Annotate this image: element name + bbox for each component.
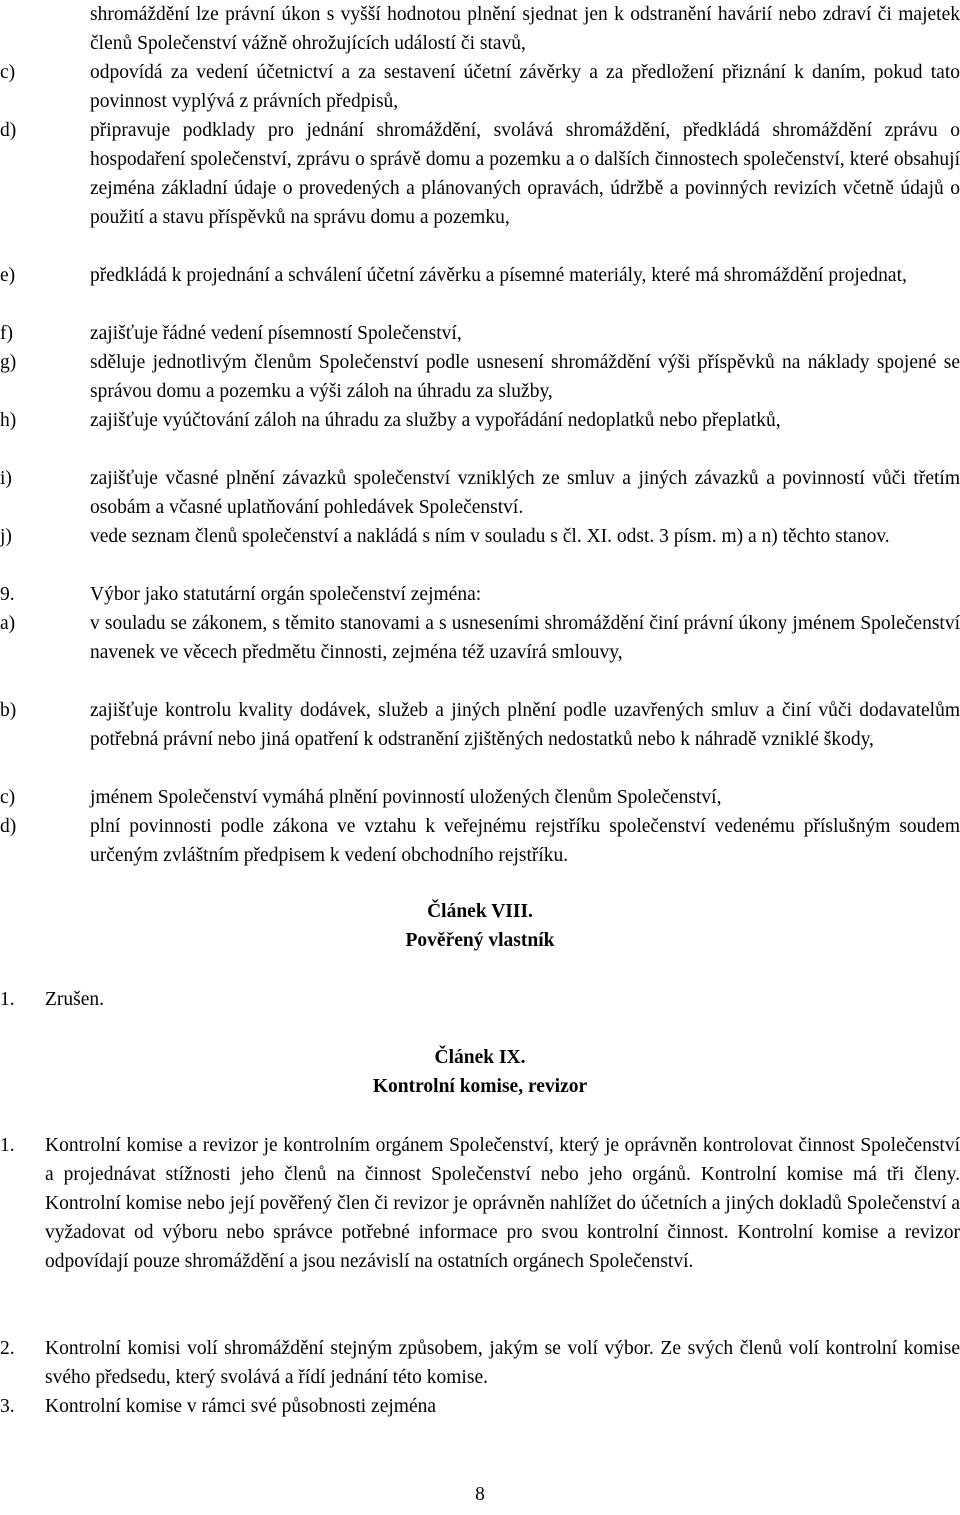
article-9-item-1 [0,1131,960,1276]
prev-list-g [0,348,960,406]
prev-list-i [0,464,960,522]
prev-list-d [0,116,960,232]
point9-list-d [0,812,960,870]
list-item [0,319,960,348]
list-label: h) [0,410,17,431]
list-item [0,696,960,754]
continuation-text: shromáždění lze právní úkon s vyšší hodnotou plnění sjednat jen k odstranění havárií nebo zdraví či majetek členů Společenství vážně ohrožujících událostí či stavů, [90,4,960,54]
list-text: zajišťuje vyúčtování záloh na úhradu za služby a vypořádání nedoplatků nebo přeplatků, [90,410,781,431]
list-text: Kontrolní komise v rámci své působnosti zejména [45,1396,437,1417]
point9-list-b [0,696,960,754]
list-item [0,116,960,232]
list-label: e) [0,265,16,286]
list-text: sděluje jednotlivým členům Společenství podle usnesení shromáždění výši příspěvků na náklady spojené se správou domu a pozemku a výši záloh na úhradu za služby, [90,352,960,402]
article-8-item [0,985,960,1014]
list-label: j) [0,526,12,547]
list-label: c) [0,62,16,83]
article-9-item-2 [0,1334,960,1392]
article-9-heading: Článek IX. [434,1047,526,1068]
article-9-title: Kontrolní komise, revizor [372,1076,588,1097]
article-8-title: Pověřený vlastník [405,930,555,951]
list-text: vede seznam členů společenství a nakládá s ním v souladu s čl. XI. odst. 3 písm. m) a n) těchto stanov. [90,526,890,547]
list-item [0,1131,960,1276]
list-item [0,580,960,609]
list-text: Kontrolní komise a revizor je kontrolním orgánem Společenství, který je oprávněn kontrolovat činnost Společenství a projednávat stížnosti jeho členů na činnost Společenství nebo jeho orgánů. Kontrolní komise má tři členy. Kontrolní komise nebo její pověřený člen či revizor je oprávněn nahlížet do účetních a jiných dokladů Společenství a vyžadovat od výboru nebo správce potřebné informace pro svou kontrolní činnost. Kontrolní komise a revizor odpovídají pouze shromáždění a jsou nezávislí na ostatních orgánech Společenství. [45,1135,960,1272]
list-label: 2. [0,1338,15,1359]
list-label: b) [0,700,17,721]
article-8-heading: Článek VIII. [427,901,533,922]
prev-list-j [0,522,960,551]
list-item [0,406,960,435]
list-label: c) [0,787,16,808]
list-label: f) [0,323,13,344]
page-number: 8 [475,1484,485,1505]
list-item [0,58,960,116]
list-item [0,812,960,870]
list-item [0,985,960,1014]
list-label: 1. [0,1135,15,1156]
list-label: 1. [0,989,15,1010]
list-item [0,464,960,522]
list-label: i) [0,468,12,489]
list-label: d) [0,816,17,837]
section-continuation [0,0,960,58]
prev-list-e [0,261,960,290]
list-label: a) [0,613,16,634]
list-item [0,783,960,812]
prev-list-f [0,319,960,348]
point-9 [0,580,960,609]
list-text: zajišťuje včasné plnění závazků společenství vzniklých ze smluv a jiných závazků a povinností vůči třetím osobám a včasné uplatňování pohledávek Společenství. [90,468,960,518]
list-item [0,1392,960,1421]
prev-list [0,58,960,116]
article-9-item-3 [0,1392,960,1421]
list-text: v souladu se zákonem, s těmito stanovami a s usneseními shromáždění činí právní úkony jménem Společenství navenek ve věcech předmětu činnosti, zejména též uzavírá smlouvy, [90,613,960,663]
list-text: plní povinnosti podle zákona ve vztahu k veřejnému rejstříku společenství vedenému příslušným soudem určeným zvláštním předpisem k vedení obchodního rejstříku. [90,816,960,866]
list-text: Zrušen. [45,989,105,1010]
list-text: zajišťuje řádné vedení písemností Společenství, [90,323,462,344]
list-item [0,522,960,551]
list-text: Výbor jako statutární orgán společenství zejména: [90,584,482,605]
list-label: d) [0,120,17,141]
list-text: připravuje podklady pro jednání shromáždění, svolává shromáždění, předkládá shromáždění zprávu o hospodaření společenství, zprávu o správě domu a pozemku a o dalších činnostech společenství, které obsahují zejména základní údaje o provedených a plánovaných opravách, údržbě a povinných revizích včetně údajů o použití a stavu příspěvků na správu domu a pozemku, [90,120,960,228]
list-text: Kontrolní komisi volí shromáždění stejným způsobem, jakým se volí výbor. Ze svých členů volí kontrolní komise svého předsedu, který svolává a řídí jednání této komise. [45,1338,960,1388]
list-item [0,609,960,667]
list-text: odpovídá za vedení účetnictví a za sestavení účetní závěrky a za předložení přiznání k daním, pokud tato povinnost vyplývá z právních předpisů, [90,62,960,112]
list-label: 9. [0,584,15,605]
list-label: g) [0,352,17,373]
prev-list-h [0,406,960,435]
point9-list-c [0,783,960,812]
list-item [0,1334,960,1392]
list-item [0,261,960,290]
list-item [0,348,960,406]
list-label: 3. [0,1396,15,1417]
point9-list-a [0,609,960,667]
list-text: předkládá k projednání a schválení účetní závěrku a písemné materiály, které má shromáždění projednat, [90,265,907,286]
list-text: zajišťuje kontrolu kvality dodávek, služeb a jiných plnění podle uzavřených smluv a činí vůči dodavatelům potřebná právní nebo jiná opatření k odstranění zjištěných nedostatků nebo k náhradě vzniklé škody, [90,700,960,750]
list-text: jménem Společenství vymáhá plnění povinností uložených členům Společenství, [90,787,722,808]
